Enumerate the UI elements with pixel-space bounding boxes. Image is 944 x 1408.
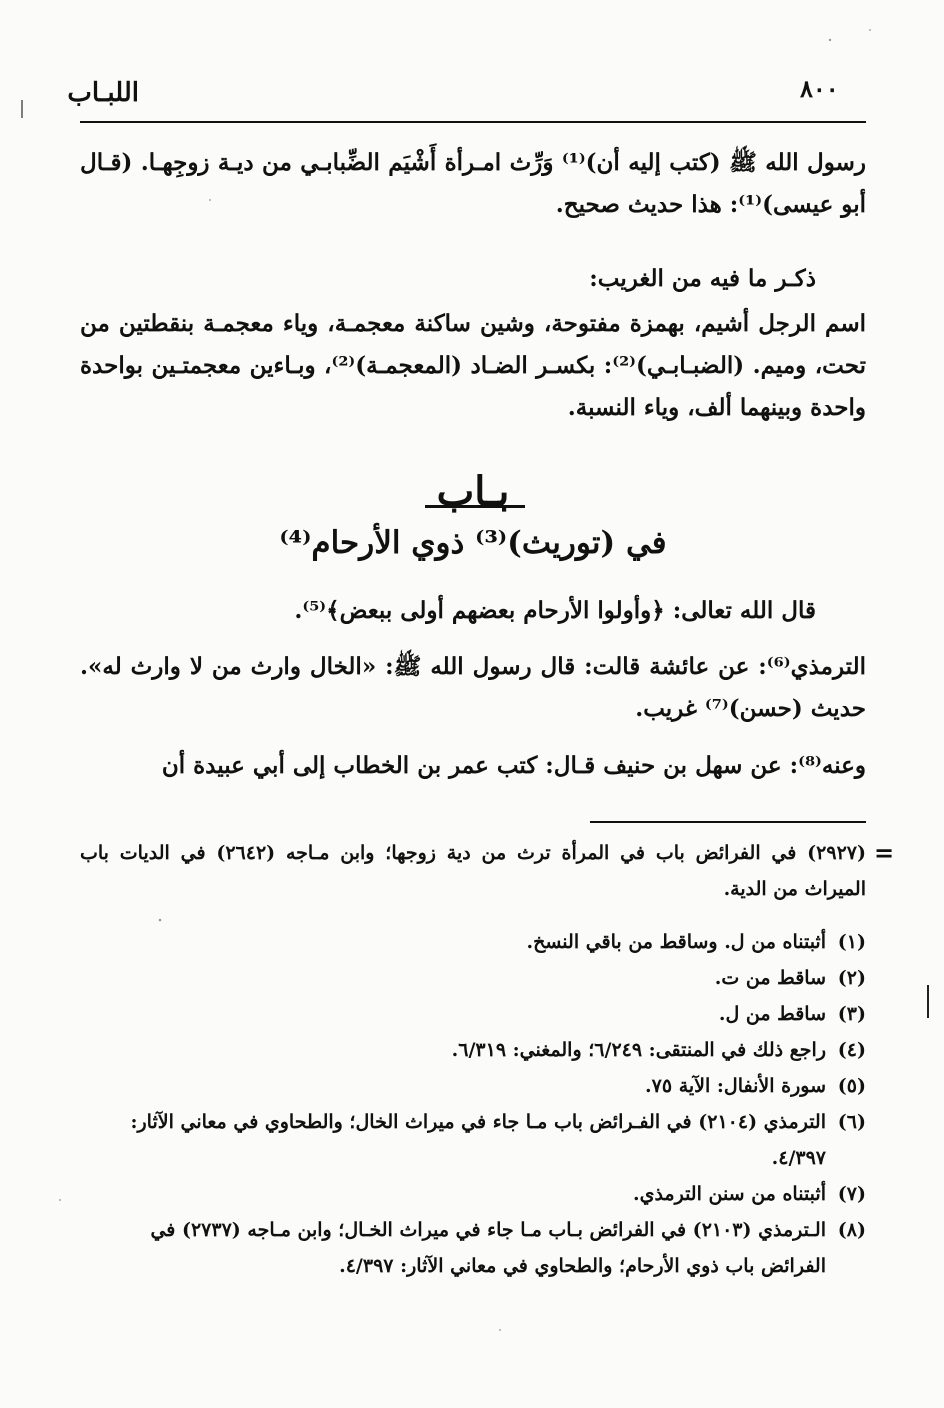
continuation-mark: = — [874, 838, 895, 867]
footnote-text: أثبتناه من ل. وساقط من باقي النسخ. — [526, 931, 826, 953]
gharib-heading: ذكـر ما فيه من الغريب: — [589, 265, 816, 292]
footnote-text: الترمذي (٢١٠٤) في الفـرائض باب مـا جاء في ميراث الخال؛ والطحاوي في معاني الآثار: ٤/٣٩٧. — [130, 1111, 826, 1169]
footnote-number: (٧) — [837, 1183, 866, 1205]
footnote-number: (١) — [837, 931, 866, 953]
footnote-item — [80, 1212, 866, 1284]
footnote-item — [80, 960, 866, 996]
quran-quote: قال الله تعالى: ﴿وأولوا الأرحام بعضهم أولى ببعض﴾⁽⁵⁾. — [294, 597, 816, 624]
chapter-title: في (توريث)⁽³⁾ ذوي الأرحام⁽⁴⁾ — [279, 525, 667, 561]
footnote-item — [80, 924, 866, 960]
tirmidhi-hadith: الترمذي⁽⁶⁾: عن عائشة قالت: قال رسول الله ﷺ: «الخال وارث من لا وارث له». حديث (حسن)⁽⁷⁾ غريب. — [80, 653, 866, 722]
page-number: ٨٠٠ — [800, 74, 839, 103]
footnote-number: (٢) — [837, 967, 866, 989]
footnote-item — [80, 1104, 866, 1176]
chapter-word: بـاب — [436, 468, 510, 515]
footnote-text: ساقط من ل. — [718, 1003, 826, 1025]
header-rule — [80, 121, 866, 123]
footnote-item — [80, 996, 866, 1032]
footnote-text: راجع ذلك في المنتقى: ٦/٢٤٩؛ والمغني: ٦/٣١٩. — [451, 1039, 826, 1061]
sahl-hadith: وعنه⁽⁸⁾: عن سهل بن حنيف قـال: كتب عمر بن الخطاب إلى أبي عبيدة أن — [161, 752, 866, 779]
footnote-text: سورة الأنفال: الآية ٧٥. — [645, 1075, 826, 1097]
footnote-number: (٥) — [837, 1075, 866, 1097]
footnote-number: (٣) — [837, 1003, 866, 1025]
footnote-text: أثبتناه من سنن الترمذي. — [632, 1183, 826, 1205]
footnote-rule — [590, 821, 866, 823]
paragraph-hadith-end: رسول الله ﷺ (كتب إليه أن)⁽¹⁾ وَرِّث امـرأة أَشْيَم الضِّبابـي من ديـة زوجِهـا. (قـال أبو عيسى)⁽¹⁾: هذا حديث صحيح. — [80, 149, 866, 218]
running-title: اللبـاب — [67, 78, 139, 108]
footnote-text: ساقط من ت. — [714, 967, 826, 989]
footnote-item — [80, 1032, 866, 1068]
footnote-number: (٤) — [837, 1039, 866, 1061]
footnote-item — [80, 1176, 866, 1212]
footnote-continuation: (٢٩٢٧) في الفرائض باب في المرأة ترث من دية زوجها؛ وابن مـاجه (٢٦٤٢) في الديات باب الميراث من الدية. — [80, 842, 866, 900]
paragraph-gharib: اسم الرجل أشيم، بهمزة مفتوحة، وشين ساكنة معجمـة، وياء معجمـة بنقطتين من تحت، وميم. (الضبـابـي)⁽²⁾: بكسـر الضـاد (المعجمـة)⁽²⁾، وبـاءين معجمتـين بواحدة واحدة وبينهما ألف، وياء النسبة. — [80, 310, 866, 421]
footnote-list — [80, 924, 866, 1284]
footnote-number: (٨) — [837, 1219, 866, 1241]
chapter-word-underline — [425, 505, 525, 508]
footnote-number: (٦) — [837, 1111, 866, 1133]
footnote-text: الـترمذي (٢١٠٣) في الفرائض بـاب مـا جاء في ميراث الخـال؛ وابن مـاجه (٢٧٣٧) في الفرائض باب ذوي الأرحام؛ والطحاوي في معاني الآثار: ٤/٣٩٧. — [150, 1219, 826, 1277]
footnote-item — [80, 1068, 866, 1104]
